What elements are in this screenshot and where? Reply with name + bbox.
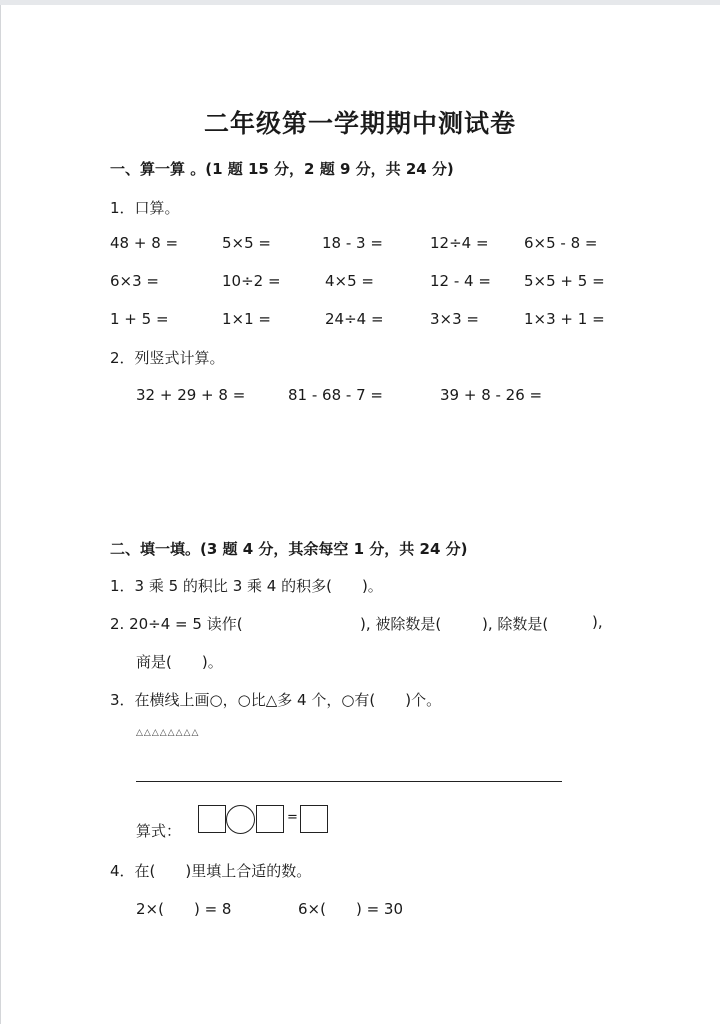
- problem: 1 + 5 =: [110, 310, 169, 328]
- question-1-label: 1．口算。: [110, 199, 180, 217]
- problem: 6×( ) = 30: [298, 900, 404, 918]
- problem: 81 - 68 - 7 =: [288, 386, 383, 404]
- problem: 39 + 8 - 26 =: [440, 386, 543, 404]
- problem: 2×( ) = 8: [136, 900, 232, 918]
- formula-label: 算式：: [136, 822, 182, 840]
- problem: 1×1 =: [222, 310, 271, 328]
- problem: 5×5 + 5 =: [524, 272, 605, 290]
- problem: 10÷2 =: [222, 272, 281, 290]
- triangle-row: △△△△△△△△: [136, 728, 200, 738]
- problem: 32 + 29 + 8 =: [136, 386, 246, 404]
- formula-operator-circle: [226, 805, 255, 834]
- problem: 18 - 3 =: [322, 234, 383, 252]
- viewer-top-bar: [0, 0, 720, 5]
- question-2-label: 2．列竖式计算。: [110, 349, 225, 367]
- page-left-edge: [0, 5, 1, 1024]
- fill-question-3: 3．在横线上画○，○比△多 4 个，○有( )个。: [110, 691, 442, 709]
- problem: 12 - 4 =: [430, 272, 491, 290]
- problem: 6×3 =: [110, 272, 159, 290]
- equals-sign: =: [287, 810, 298, 825]
- q2-part-1: 2. 20÷4 = 5 读作(: [110, 615, 243, 633]
- fill-question-4: 4．在( )里填上合适的数。: [110, 862, 312, 880]
- fill-question-2-line-2: 商是( )。: [136, 653, 223, 671]
- problem: 4×5 =: [325, 272, 374, 290]
- problem: 24÷4 =: [325, 310, 384, 328]
- fill-question-1: 1．3 乘 5 的积比 3 乘 4 的积多( )。: [110, 577, 383, 595]
- problem: 5×5 =: [222, 234, 271, 252]
- formula-box-1: [198, 805, 226, 833]
- page-title: 二年级第一学期期中测试卷: [203, 109, 516, 138]
- section-1-heading: 一、算一算 。(1 题 15 分，2 题 9 分，共 24 分): [110, 160, 454, 178]
- q2-part-2: ), 被除数是(: [360, 615, 442, 633]
- q2-part-3: ), 除数是(: [482, 615, 549, 633]
- formula-box-answer: [300, 805, 328, 833]
- problem: 3×3 =: [430, 310, 479, 328]
- drawing-answer-line: [136, 781, 562, 782]
- section-2-heading: 二、填一填。(3 题 4 分，其余每空 1 分，共 24 分): [110, 540, 468, 558]
- problem: 48 + 8 =: [110, 234, 179, 252]
- formula-box-2: [256, 805, 284, 833]
- problem: 1×3 + 1 =: [524, 310, 605, 328]
- q2-part-4: ),: [592, 613, 603, 631]
- problem: 12÷4 =: [430, 234, 489, 252]
- problem: 6×5 - 8 =: [524, 234, 598, 252]
